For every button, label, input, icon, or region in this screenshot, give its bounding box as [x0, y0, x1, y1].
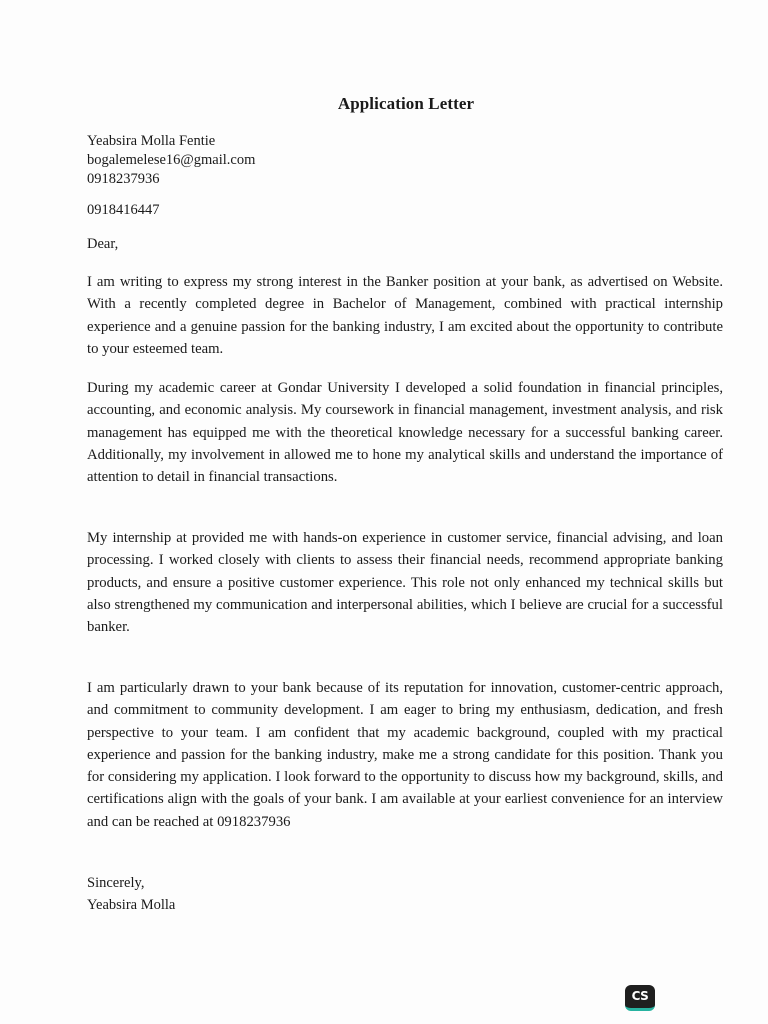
closing-block: [87, 872, 175, 916]
body-paragraph-4: I am particularly drawn to your bank because of its reputation for innovation, customer-centric approach, and commitment to community development. I am eager to bring my enthusiasm, dedication, and fresh perspective to your team. I am confident that my academic background, coupled with my practical experience and passion for the banking industry, make me a strong candidate for this position. Thank you for considering my application. I look forward to the opportunity to discuss how my background, skills, and certifications align with the goals of your bank. I am available at your earliest convenience for an interview and can be reached at 0918237936: [87, 680, 723, 830]
body-paragraph-1: I am writing to express my strong interest in the Banker position at your bank, as advertised on Website. With a recently completed degree in Bachelor of Management, combined with practical internship experience and a genuine passion for the banking industry, I am excited about the opportunity to contribute to your esteemed team.: [87, 274, 723, 357]
letter-title: Application Letter: [337, 94, 475, 113]
signature-name: Yeabsira Molla: [87, 897, 176, 913]
salutation: Dear,: [87, 236, 119, 252]
sender-contact-block: [87, 132, 255, 189]
sender-name: Yeabsira Molla Fentie: [87, 133, 216, 149]
body-paragraph-3: My internship at provided me with hands-on experience in customer service, financial advising, and loan processing. I worked closely with clients to assess their financial needs, recommend appropriate banking products, and ensure a positive customer experience. This role not only enhanced my technical skills but also strengthened my communication and interpersonal abilities, which I believe are crucial for a successful banker.: [87, 530, 723, 636]
sender-email: bogalemelese16@gmail.com: [87, 152, 256, 168]
sign-off: Sincerely,: [87, 875, 145, 891]
camscanner-logo-icon: CS: [625, 985, 655, 1011]
sender-phone-2: 0918416447: [87, 202, 160, 218]
body-paragraph-2: During my academic career at Gondar University I developed a solid foundation in financial principles, accounting, and economic analysis. My coursework in financial management, investment analysis, and risk management has equipped me with the theoretical knowledge necessary for a successful banking career. Additionally, my involvement in allowed me to hone my analytical skills and understand the importance of attention to detail in financial transactions.: [87, 380, 723, 486]
sender-phone-1: 0918237936: [87, 171, 160, 187]
